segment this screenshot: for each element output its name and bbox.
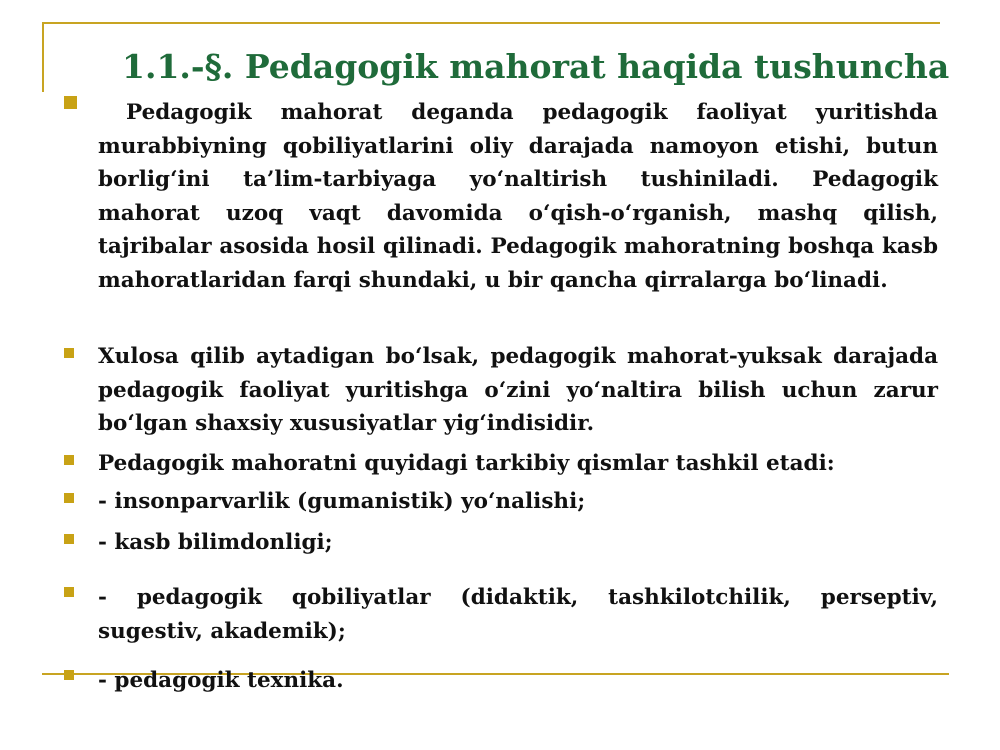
bullet-marker <box>64 348 74 358</box>
bullet-marker <box>64 455 74 465</box>
slide-title: 1.1.-§. Pedagogik mahorat haqida tushuncha <box>122 47 950 86</box>
bullet-marker <box>64 493 74 503</box>
bullet-item-4: - insonparvarlik (gumanistik) yo‘nalishi; <box>98 489 586 514</box>
bullet-item-3: Pedagogik mahoratni quyidagi tarkibiy qismlar tashkil etadi: <box>98 451 835 476</box>
bullet-item-7: - pedagogik texnika. <box>98 668 344 693</box>
bullet-item-1: Pedagogik mahorat deganda pedagogik faoliyat yuritishda murabbiyning qobiliyatlarini oliy darajada namoyon etishi, butun borlig‘ini ta’lim-tarbiyaga yo‘naltirish tushiniladi. Pedagogik mahorat uzoq vaqt davomida o‘qish-o‘rganish, mashq qilish, tajribalar asosida hosil qilinadi. Pedagogik mahoratning boshqa kasb mahoratlaridan farqi shundaki, u bir qancha qirralarga bo‘linadi. <box>98 100 938 293</box>
bullet-marker <box>64 587 74 597</box>
bullet-item-6: - pedagogik qobiliyatlar (didaktik, tashkilotchilik, perseptiv, sugestiv, akademik); <box>98 585 938 644</box>
bullet-marker <box>64 96 77 109</box>
bullet-item-2: Xulosa qilib aytadigan bo‘lsak, pedagogik mahorat-yuksak darajada pedagogik faoliyat yuritishga o‘zini yo‘naltira bilish uchun zarur bo‘lgan shaxsiy xususiyatlar yig‘indisidir. <box>98 344 938 436</box>
bullet-item-5: - kasb bilimdonligi; <box>98 530 333 555</box>
bullet-marker <box>64 670 74 680</box>
bullet-marker <box>64 534 74 544</box>
